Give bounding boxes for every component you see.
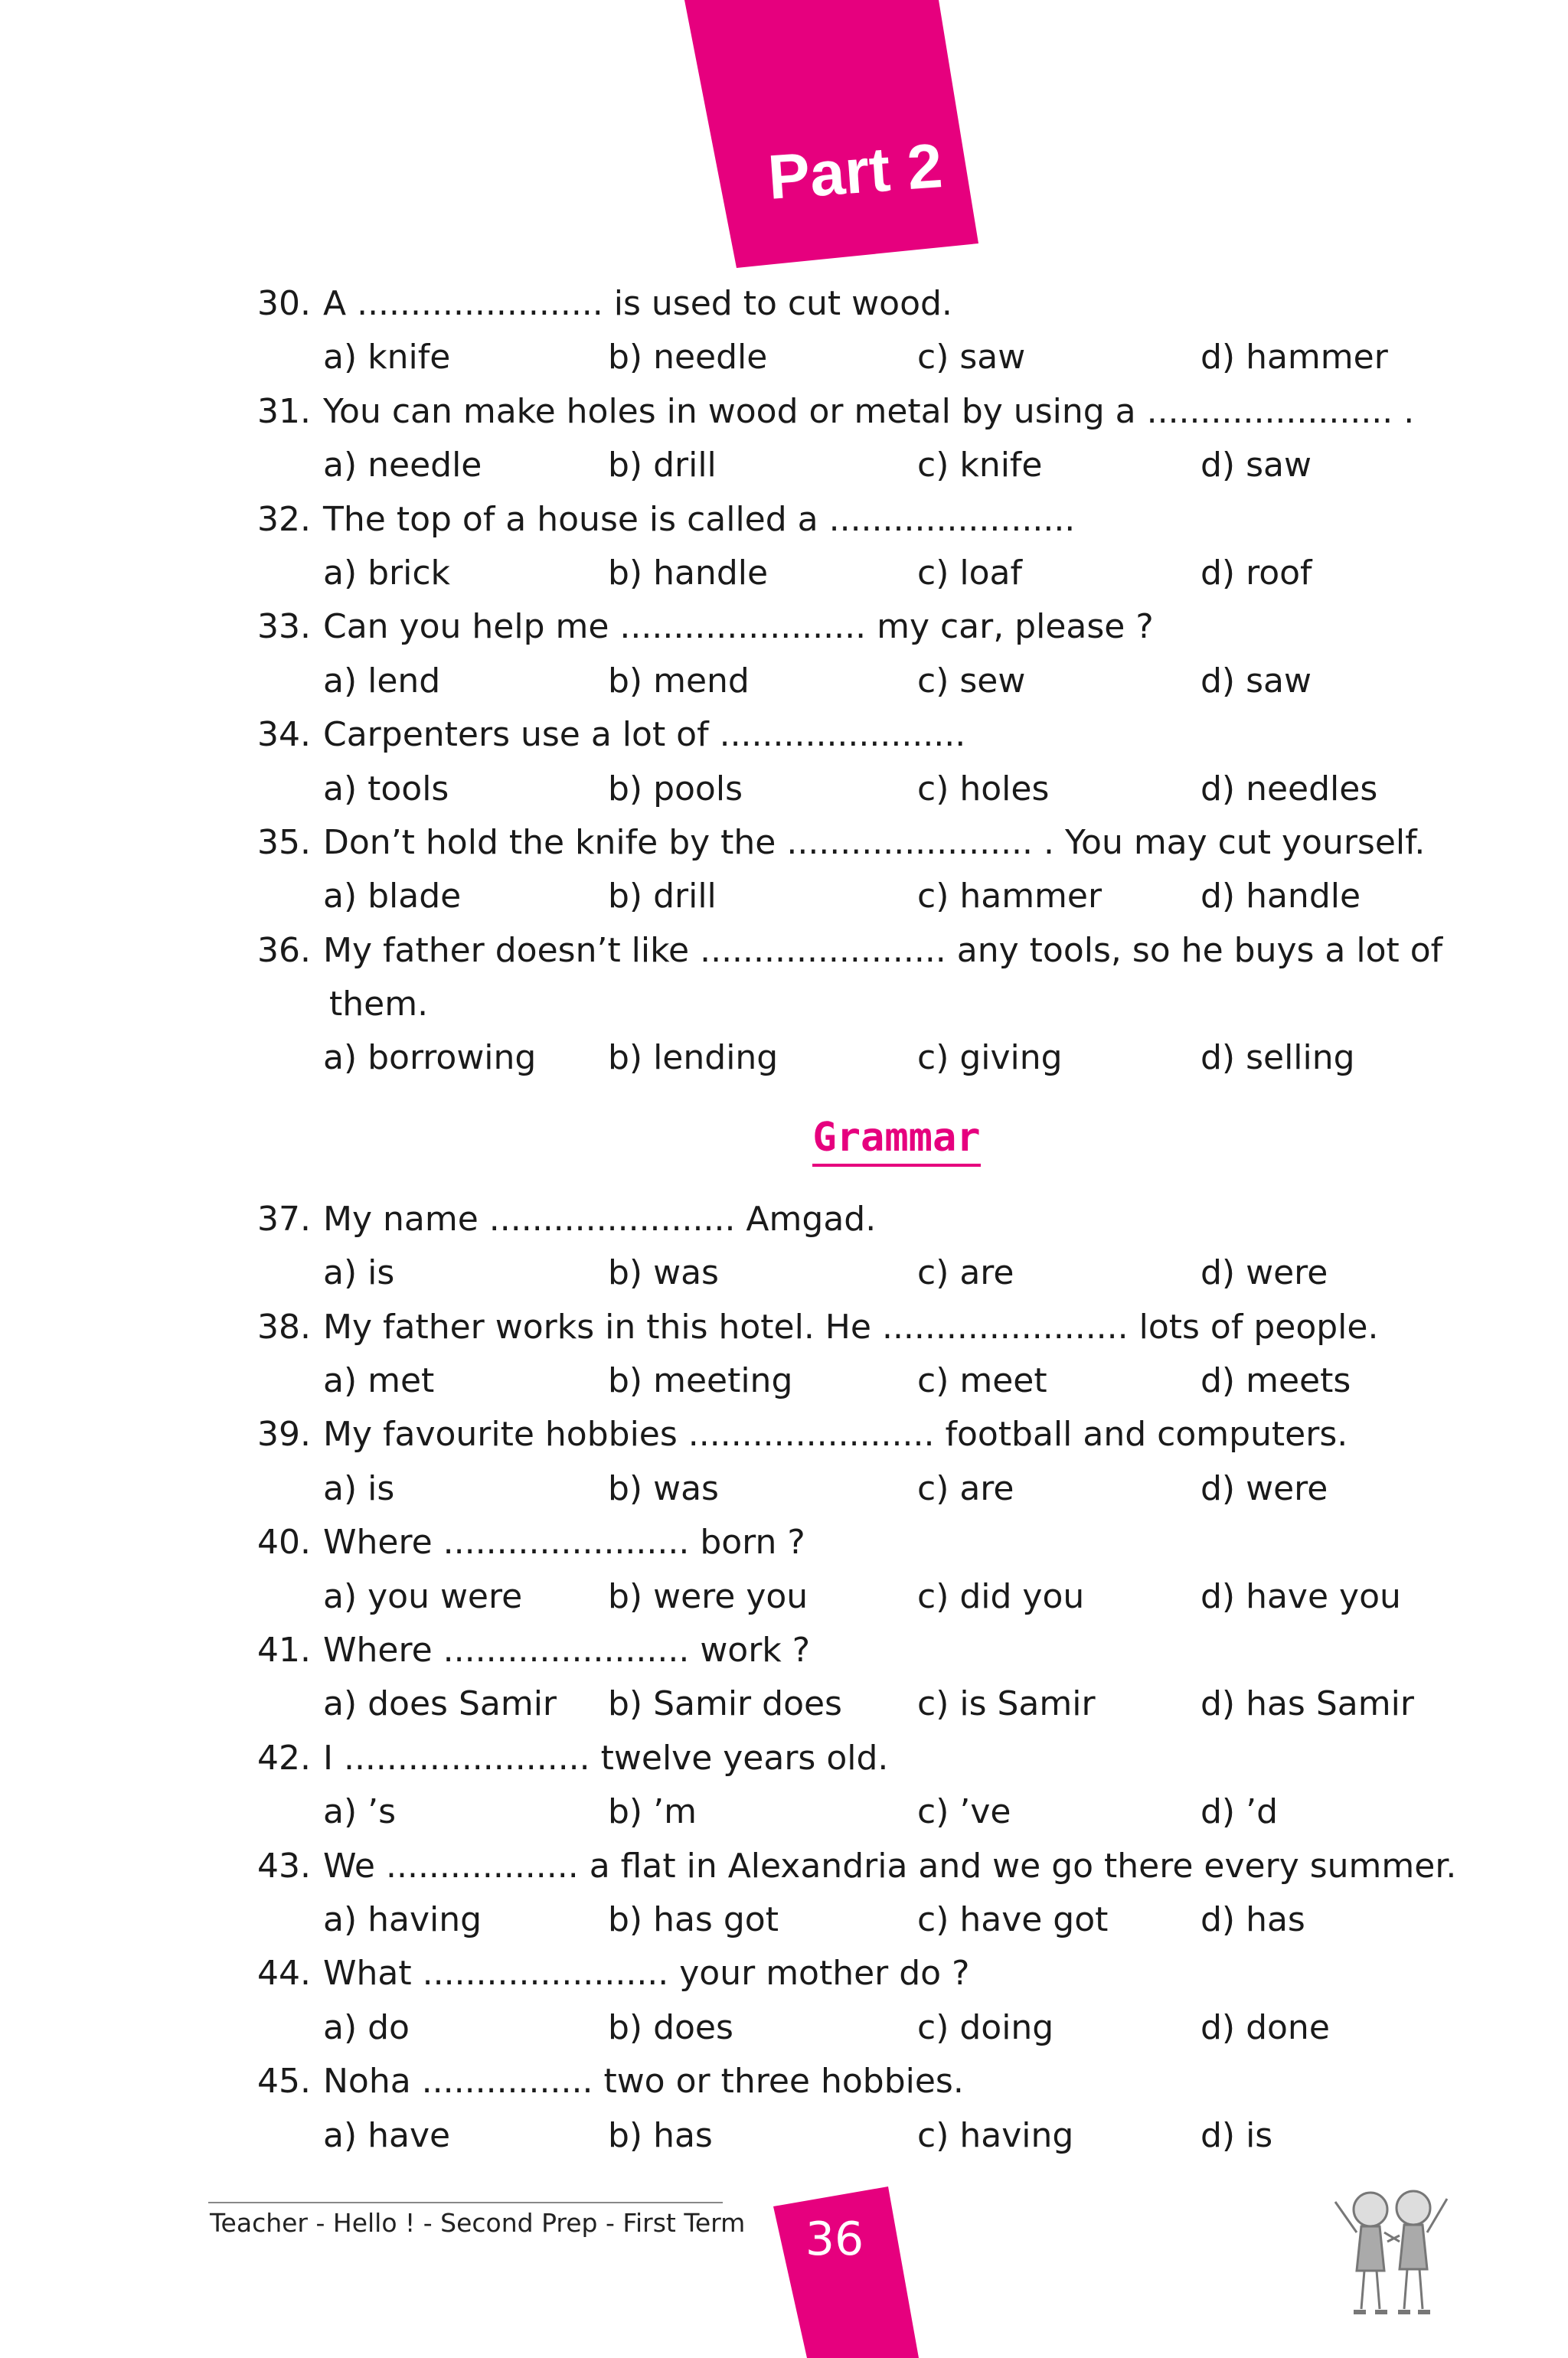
answer-option[interactable]: c) doing [917,2007,1054,2047]
answer-option[interactable]: c) sew [917,661,1026,701]
answer-option[interactable]: b) has [608,2115,713,2155]
answer-option[interactable]: b) handle [608,553,769,593]
question-number: 34. [257,715,311,755]
question-number: 31. [257,391,311,431]
answer-option[interactable]: c) meet [917,1361,1047,1401]
answer-option[interactable]: a) knife [323,338,451,377]
answer-option[interactable]: b) was [608,1253,719,1293]
answer-option[interactable]: c) have got [917,1899,1109,1939]
grammar-section-heading: Grammar [257,1086,1467,1193]
question-row [257,493,1467,547]
answer-option[interactable]: b) Samir does [608,1684,842,1724]
answer-option[interactable]: a) ’s [323,1792,397,1832]
answer-option[interactable]: c) ’ve [917,1792,1011,1832]
footer-divider [208,2202,723,2203]
answer-options [257,331,1467,384]
answer-options [257,870,1467,923]
question-number: 36. [257,930,311,970]
question-row [257,2055,1467,2108]
question-text: Where ....................... work ? [323,1630,811,1670]
answer-option[interactable]: d) needles [1200,769,1378,808]
question-text: My father works in this hotel. He ....................... lots of people. [323,1307,1379,1347]
answer-option[interactable]: b) meeting [608,1361,793,1401]
question-row [257,1408,1467,1462]
question-row [257,1301,1467,1354]
question-text: Don’t hold the knife by the ....................... . You may cut yourself. [323,822,1426,862]
question-text: My favourite hobbies ....................... football and computers. [323,1415,1348,1455]
question-row [257,816,1467,870]
children-illustration [1323,2171,1461,2324]
question-text: Where ....................... born ? [323,1523,805,1563]
question-number: 35. [257,822,311,862]
answer-option[interactable]: d) has [1200,1899,1305,1939]
answer-option[interactable]: d) ’d [1200,1792,1278,1832]
answer-option[interactable]: a) borrowing [323,1038,537,1078]
answer-option[interactable]: a) lend [323,661,441,701]
question-row [257,708,1467,762]
question-text: The top of a house is called a ....................... [323,499,1076,539]
answer-option[interactable]: c) are [917,1468,1014,1508]
answer-options [257,1246,1467,1300]
answer-options [257,655,1467,708]
question-number: 39. [257,1415,311,1455]
answer-option[interactable]: d) saw [1200,661,1312,701]
question-text: My name ....................... Amgad. [323,1199,877,1239]
question-text: Carpenters use a lot of ....................... [323,715,966,755]
answer-options [257,439,1467,492]
question-number: 37. [257,1199,311,1239]
question-text: Can you help me ....................... my car, please ? [323,607,1154,647]
worksheet-content [257,277,1467,2163]
part-title: Part 2 [766,131,945,213]
answer-options [257,2109,1467,2163]
question-text-continuation-label: them. [329,985,429,1024]
answer-option[interactable]: b) were you [608,1576,808,1616]
answer-options [257,1785,1467,1839]
answer-option[interactable]: c) having [917,2115,1074,2155]
answer-option[interactable]: a) met [323,1361,435,1401]
question-row [257,277,1467,331]
answer-option[interactable]: c) hammer [917,877,1102,916]
question-text: I ....................... twelve years old. [323,1738,889,1778]
answer-option[interactable]: d) has Samir [1200,1684,1414,1724]
question-row [257,385,1467,439]
answer-option[interactable]: c) saw [917,338,1026,377]
vocabulary-question-list [257,277,1467,1086]
answer-option[interactable]: d) is [1200,2115,1273,2155]
question-number: 32. [257,499,311,539]
answer-option[interactable]: b) was [608,1468,719,1508]
question-number: 30. [257,284,311,323]
answer-option[interactable]: a) you were [323,1576,523,1616]
question-number: 38. [257,1307,311,1347]
answer-option[interactable]: d) saw [1200,446,1312,485]
answer-option[interactable]: d) done [1200,2007,1330,2047]
question-row [257,1516,1467,1569]
answer-option[interactable]: d) have you [1200,1576,1401,1616]
answer-option[interactable]: c) holes [917,769,1050,808]
answer-option[interactable]: a) tools [323,769,449,808]
answer-options [257,547,1467,600]
answer-option[interactable]: c) is Samir [917,1684,1096,1724]
question-text: Noha ................ two or three hobbies. [323,2062,964,2102]
answer-option[interactable]: b) has got [608,1899,779,1939]
answer-options [257,1031,1467,1085]
question-text: What ....................... your mother do ? [323,1954,970,1994]
answer-option[interactable]: a) blade [323,877,462,916]
question-row [257,1624,1467,1677]
question-row [257,1947,1467,2000]
question-text: We .................. a flat in Alexandria and we go there every summer. [323,1846,1457,1886]
answer-option[interactable]: c) did you [917,1576,1085,1616]
question-number: 44. [257,1954,311,1994]
footer-text: Teacher - Hello ! - Second Prep - First Term [210,2208,746,2238]
question-number: 33. [257,607,311,647]
answer-option[interactable]: a) having [323,1899,482,1939]
answer-option[interactable]: d) hammer [1200,338,1388,377]
question-number: 40. [257,1523,311,1563]
answer-option[interactable]: d) meets [1200,1361,1351,1401]
answer-option[interactable]: d) selling [1200,1038,1355,1078]
answer-option[interactable]: b) drill [608,446,717,485]
answer-option[interactable]: b) drill [608,877,717,916]
answer-option[interactable]: c) loaf [917,553,1022,593]
answer-options [257,1677,1467,1731]
answer-option[interactable]: a) is [323,1468,395,1508]
answer-option[interactable]: d) roof [1200,553,1312,593]
question-text-continuation [257,978,1467,1031]
question-text: A ....................... is used to cut wood. [323,284,952,323]
question-row [257,1193,1467,1246]
question-row [257,600,1467,654]
answer-option[interactable]: a) brick [323,553,451,593]
page-number: 36 [805,2213,864,2266]
question-number: 41. [257,1630,311,1670]
answer-option[interactable]: c) giving [917,1038,1063,1078]
grammar-question-list [257,1193,1467,2163]
answer-option[interactable]: d) handle [1200,877,1361,916]
question-text: My father doesn’t like ....................... any tools, so he buys a lot of [323,930,1443,970]
answer-option[interactable]: b) does [608,2007,733,2047]
answer-options [257,1462,1467,1516]
question-number: 42. [257,1738,311,1778]
part-banner [0,0,1568,276]
answer-option[interactable]: b) ’m [608,1792,697,1832]
answer-option[interactable]: c) knife [917,446,1043,485]
answer-options [257,1570,1467,1624]
answer-option[interactable]: a) do [323,2007,410,2047]
answer-option[interactable]: b) pools [608,769,743,808]
answer-option[interactable]: b) mend [608,661,750,701]
answer-options [257,763,1467,816]
question-number: 45. [257,2062,311,2102]
answer-option[interactable]: d) were [1200,1468,1328,1508]
question-row [257,924,1467,978]
answer-option[interactable]: b) needle [608,338,768,377]
answer-option[interactable]: a) does Samir [323,1684,557,1724]
answer-option[interactable]: a) needle [323,446,482,485]
answer-options [257,2001,1467,2055]
question-text: You can make holes in wood or metal by using a ....................... . [323,391,1415,431]
answer-option[interactable]: c) are [917,1253,1014,1293]
answer-options [257,1354,1467,1408]
answer-options [257,1893,1467,1947]
question-row [257,1840,1467,1893]
answer-option[interactable]: b) lending [608,1038,779,1078]
question-row [257,1732,1467,1785]
answer-option[interactable]: a) is [323,1253,395,1293]
answer-option[interactable]: d) were [1200,1253,1328,1293]
question-number: 43. [257,1846,311,1886]
answer-option[interactable]: a) have [323,2115,451,2155]
